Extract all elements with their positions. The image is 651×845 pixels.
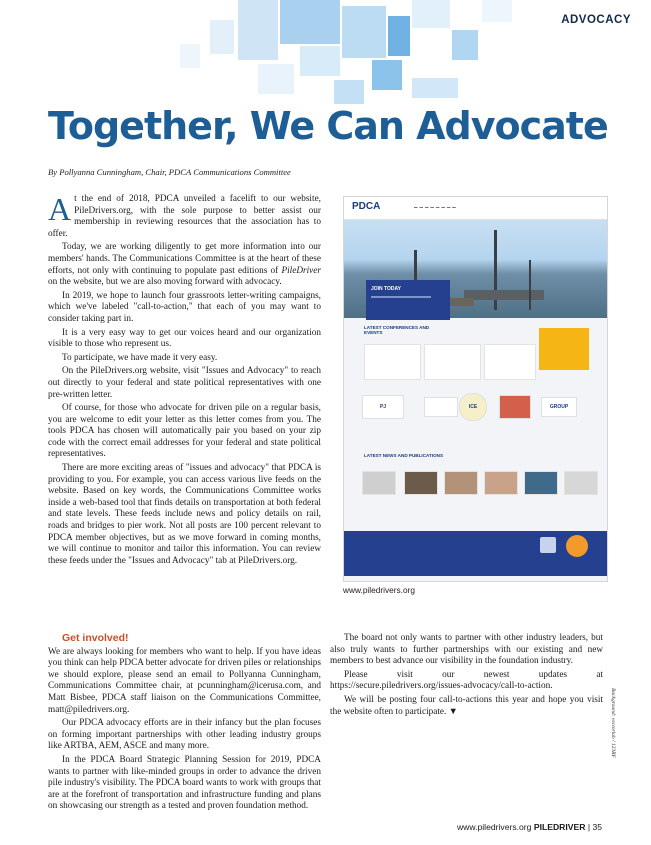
drop-cap: A [48,191,72,227]
news-thumb [484,471,518,495]
events-heading: LATEST CONFERENCES AND EVENTS [364,325,430,336]
footer-separator: | [587,822,591,832]
paragraph-1: At the end of 2018, PDCA unveiled a facelift to our website, PileDrivers.org, with the sole purpose to better assist our membership in reviewing resources that the association has to offer. [48,191,321,239]
site-nav-links: ▬ ▬ ▬ ▬ ▬ ▬ ▬ ▬ [414,205,457,209]
paragraph-7: Of course, for those who advocate for driven pile on a regular basis, you are welcome to edit your letter as this letter comes from you. The tools PDCA has chosen will automatically pair you based on your zip code with the correct email addresses for your federal and state political representatives. [48,403,321,460]
news-thumb [564,471,598,495]
news-thumb [524,471,558,495]
site-footer [344,531,607,576]
paragraph-8: There are more exciting areas of "issues and advocacy" that PDCA is providing to you. For example, you can access various live feeds on the website. Based on key words, the Communications Committee works inside a web-based tool that finds details on transportation at both federal and state levels. These feeds include news and policy details on rail, roads and bridges to pier work. Not all posts are 100 percent relevant to PDCA member objectives, but as we move forward in coming months, we will continue to monitor and tailor this information. You can review these feeds under the "Issues and Advocacy" tab at PileDrivers.org. [48,463,321,566]
paragraph-10: Our PDCA advocacy efforts are in their infancy but the plan focuses on forming important partnerships with other leading industry groups like ARTBA, AEM, ASCE and many more. [48,718,321,752]
byline: By Pollyanna Cunningham, Chair, PDCA Communications Committee [48,167,291,177]
paragraph-6: On the PileDrivers.org website, visit "Issues and Advocacy" to reach out directly to your federal and state political representatives with one pre-written letter. [48,366,321,400]
end-mark-icon: ▼ [448,706,458,717]
callout-box [539,328,589,370]
partner-logo: ICE [459,393,487,421]
news-thumb [362,471,396,495]
footer-publication: PILEDRIVER [533,822,586,832]
article-title: Together, We Can Advocate [48,104,608,148]
partner-logo [424,397,458,417]
event-card [424,344,481,380]
article-column-bottom-left [48,633,321,815]
news-thumb [404,471,438,495]
article-column-left [48,191,321,569]
paragraph-12: The board not only wants to partner with other industry leaders, but also truly wants to further partnerships with our existing and new members to best advance our visibility in the foundation industry. [330,633,603,667]
join-today-box [366,280,450,320]
paragraph-9: We are always looking for members who want to help. If you have ideas you think can help PDCA better advocate for driven piles or relationships we should explore, please send an email to Pollyanna Cunningham, Communications Committee chair, at pcunningham@icerusa.com, and Matt Bisbee, PDCA staff liaison on the Communications Committee, matt@piledrivers.org. [48,646,321,715]
page-number: 35 [592,822,602,832]
image-credit: Background: vectorlab / 123RF [610,688,616,758]
paragraph-11: In the PDCA Board Strategic Planning Session for 2019, PDCA wants to partner with like-minded groups in order to advance the driven pile industry's visibility. The PDCA board wants to work with groups that are at the forefront of transportation and infrastructure funding and plans on showcasing our strength as a tested and proven foundation method. [48,754,321,812]
paragraph-13: Please visit our newest updates at https://secure.piledrivers.org/issues-advocacy/call-to-action. [330,669,603,692]
partner-logo: PJ [362,395,404,419]
site-nav-bar [344,197,607,220]
event-card [484,344,536,380]
news-thumb [444,471,478,495]
paragraph-2: Today, we are working diligently to get more information into our members' hands. The Communications Committee is at the heart of these efforts, not only with continuing to populate past editions of PileDriver on the website, but we are also moving forward with advocacy. [48,242,321,288]
event-card [364,344,421,380]
footer-url: www.piledrivers.org [456,822,532,832]
paragraph-14: We will be posting four call-to-actions this year and hope you visit the website often to participate. ▼ [330,694,603,717]
news-heading: LATEST NEWS AND PUBLICATIONS [364,453,444,458]
partner-logo [499,395,531,419]
join-today-label: JOIN TODAY [371,286,402,292]
website-screenshot-figure [343,196,608,582]
paragraph-5: To participate, we have made it very easy. [62,352,218,363]
paragraph-3: In 2019, we hope to launch four grassroots letter-writing campaigns, which we've labeled "call-to-action," that each of you may want to consider taking part in. [48,290,321,324]
paragraph-4: It is a very easy way to get our voices heard and our organization visible to those who represent us. [48,327,321,350]
article-column-right [330,633,603,720]
page-footer [457,822,602,832]
site-hero-image [344,220,607,318]
section-subhead: Get involved! [62,632,129,644]
figure-caption: www.piledrivers.org [343,585,415,595]
partner-logo: GROUP [541,397,577,417]
site-logo: PDCA [352,201,381,212]
section-label: ADVOCACY [561,14,631,26]
